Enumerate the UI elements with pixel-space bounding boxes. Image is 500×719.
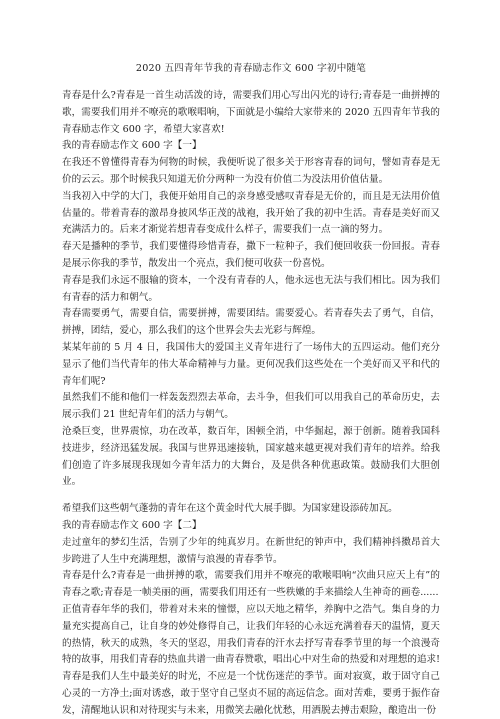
document-title: 2020 五四青年节我的青春励志作文 600 字初中随笔	[135, 63, 367, 74]
paragraph: 虽然我们不能和他们一样轰轰烈烈去革命，去斗争，但我们可以用我自己的革命历史，去展示我们 21 世纪青年们的活力与朝气。	[62, 392, 440, 421]
paragraph: 青春是我们人生中最美好的时光，不应是一个忧伤迷茫的季节。面对寂寞，敢于固守自己心灵的一方净土;面对诱惑，敢于坚守自己坚贞不屈的高远信念。面对苦难，要勇于振作奋发，清醒地认识和对待现实与未来，用微笑去融化忧愁，用洒脱去搏击艰险，酿造出一份	[62, 671, 440, 716]
paragraph: 当我初入中学的大门，我便开始用自己的亲身感受感叹青春是无价的，而且是无法用价值估量的。带着青春的激昂身披风华正茂的战袍，我开始了我的初中生活。青春是美好而又充满活力的。后来才渐觉若想青春变成什么样子，需要我们一点一滴的努力。	[62, 190, 440, 236]
paragraph: 在我还不曾懂得青春为何物的时候，我便听说了很多关于形容青春的词句，譬如青春是无价的云云。那个时候我只知道无价分两种一为没有价值二为没法用价值估量。	[62, 157, 440, 185]
paragraph: 春天是播种的季节，我们要懂得珍惜青春，撒下一粒种子，我们便回收获一份回报。青春是展示你我的季节，散发出一个亮点，我们便可收获一份喜悦。	[62, 241, 440, 269]
paragraph: 走过童年的梦幻生活，告别了少年的纯真岁月。在新世纪的钟声中，我们精神抖擞昂首大步跨进了人生中充满理想，激情与浪漫的青春季节。	[62, 536, 440, 565]
paragraph: 希望我们这些朝气蓬勃的青年在这个黄金时代大展手脚。为国家建设添砖加瓦。	[62, 503, 398, 515]
paragraph: 沧桑巨变，世界震惊，功在改革，数百年，困顿全消，中华掘起，源于创新。随着我国科技进步，经济迅猛发展。我国与世界迅速接轨，国家越来越更视对我们青年的培养。给我们创造了许多展现我现如今青年活力的大舞台，及是供各种优惠政策。鼓励我们大胆创业。	[62, 425, 440, 488]
section-heading-1: 我的青春励志作文 600 字【一】	[62, 140, 202, 152]
paragraph-intro: 青春是什么?青春是一首生动活泼的诗，需要我们用心写出闪光的诗行;青春是一曲拼搏的歌，需要我们用并不嘹亮的歌喉唱响，下面就是小编给大家带来的 2020 五四青年节我的青春励志作文 600 字，希望大家喜欢!	[62, 90, 440, 135]
paragraph: 正值青春年华的我们，带着对未来的憧憬，应以天地之精华，养胸中之浩气。集自身的力量充实提高自己，让自身的妙处修得自己，让我们年轻的心永远充满着春天的温情，夏天的热情，秋天的成熟，冬天的坚忍，用我们青春的汗水去抒写青春季节里的每一个浪漫奇特的故事，用我们青春的热血共谱一曲青春赞歌，唱出心中对生命的热爱和对理想的追求!	[62, 603, 441, 666]
section-heading-2: 我的青春励志作文 600 字【二】	[62, 519, 202, 531]
paragraph: 青春需要勇气，需要自信，需要拼搏，需要团结。需要爱心。若青春失去了勇气，自信，拼搏，团结，爱心，那么我们的这个世界会失去光彩与辉煌。	[62, 308, 440, 337]
paragraph: 青春是我们永远不服输的资本，一个没有青春的人，他永远也无法与我们相比。因为我们有青春的活力和朝气。	[62, 274, 440, 303]
paragraph: 某某年前的 5 月 4 日，我国伟大的爱国主义青年进行了一场伟大的五四运动。他们充分显示了他们当代青年的伟大革命精神与力量。更何况我们这些处在一个美好而又平和代的青年们呢?	[62, 341, 440, 387]
paragraph: 青春是什么?青春是一曲拼搏的歌，需要我们用并不嘹亮的歌喉唱响“次曲只应天上有”的青春之歌;青春是一帧美丽的画，需要我们用还有一些秩嫩的手来描绘人生神奇的画卷......	[62, 570, 440, 599]
document-body	[62, 88, 440, 719]
